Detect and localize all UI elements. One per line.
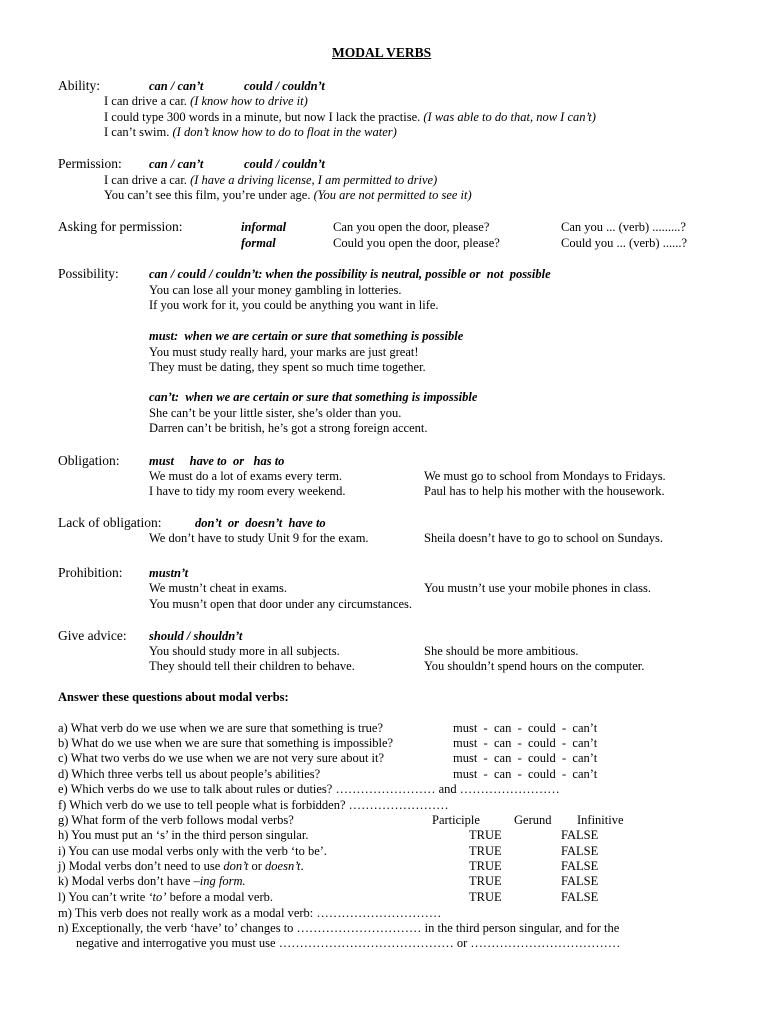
true-option: TRUE: [469, 859, 502, 873]
informal-example: Can you open the door, please?: [333, 220, 490, 234]
ability-example-1: [104, 94, 308, 109]
ability-forms-can: can / can’t: [149, 79, 204, 93]
obligation-label: Obligation:: [58, 453, 120, 468]
question-d-options: must - can - could - can’t: [453, 767, 598, 781]
lack-of-obligation-label: Lack of obligation:: [58, 515, 162, 530]
informal-label: informal: [241, 220, 287, 234]
false-option: FALSE: [561, 844, 599, 858]
question-text: j) Modal verbs don’t need to use: [58, 859, 224, 873]
advice-label: Give advice:: [58, 628, 127, 643]
true-option: TRUE: [469, 844, 502, 858]
lack-of-obligation-forms: don’t or doesn’t have to: [195, 516, 326, 530]
example-note: (I don’t know how to do to float in the water): [172, 125, 397, 139]
permission-forms-can: can / can’t: [149, 157, 204, 171]
question-j: [58, 859, 304, 874]
question-italic: –ing form.: [193, 874, 246, 888]
example-text: You can’t see this film, you’re under age.: [104, 188, 314, 202]
possibility-heading-certain: must: when we are certain or sure that something is possible: [149, 329, 464, 343]
false-option: FALSE: [561, 874, 599, 888]
asking-permission-label: Asking for permission:: [58, 219, 183, 234]
possibility-example: If you work for it, you could be anything you want in life.: [149, 298, 439, 312]
advice-forms: should / shouldn’t: [149, 629, 243, 643]
informal-pattern: Can you ... (verb) .........?: [561, 220, 686, 234]
option-gerund: Gerund: [514, 813, 552, 827]
question-text: before a modal verb.: [166, 890, 274, 904]
question-italic: ‘to’: [148, 890, 167, 904]
false-option: FALSE: [561, 890, 599, 904]
example-text: I can drive a car.: [104, 94, 191, 108]
advice-example: They should tell their children to behave.: [149, 659, 355, 673]
question-e: e) Which verbs do we use to talk about rules or duties? …………………… and ……………………: [58, 782, 560, 796]
permission-example-2: [104, 188, 472, 203]
permission-forms-could: could / couldn’t: [244, 157, 325, 171]
true-option: TRUE: [469, 890, 502, 904]
example-note: (I was able to do that, now I can’t): [423, 110, 596, 124]
ability-label: Ability:: [58, 78, 101, 93]
possibility-example: She can’t be your little sister, she’s older than you.: [149, 406, 402, 420]
question-text: k) Modal verbs don’t have: [58, 874, 194, 888]
true-option: TRUE: [469, 828, 502, 842]
question-f: f) Which verb do we use to tell people what is forbidden? ……………………: [58, 798, 449, 812]
question-c: c) What two verbs do we use when we are not very sure about it?: [58, 751, 385, 765]
formal-pattern: Could you ... (verb) ......?: [561, 236, 688, 250]
question-h: h) You must put an ‘s’ in the third person singular.: [58, 828, 309, 842]
lack-of-obligation-example: Sheila doesn’t have to go to school on Sundays.: [424, 531, 663, 545]
question-d: d) Which three verbs tell us about people’s abilities?: [58, 767, 321, 781]
ability-forms-could: could / couldn’t: [244, 79, 325, 93]
permission-label: Permission:: [58, 156, 122, 171]
possibility-label: Possibility:: [58, 266, 119, 281]
question-italic: don’t: [223, 859, 249, 873]
question-k: [58, 874, 246, 889]
false-option: FALSE: [561, 859, 599, 873]
possibility-example: You must study really hard, your marks are just great!: [149, 345, 419, 359]
lack-of-obligation-example: We don’t have to study Unit 9 for the exam.: [149, 531, 369, 545]
advice-example: You should study more in all subjects.: [149, 644, 340, 658]
question-b-options: must - can - could - can’t: [453, 736, 598, 750]
prohibition-label: Prohibition:: [58, 565, 123, 580]
question-a: a) What verb do we use when we are sure that something is true?: [58, 721, 384, 735]
prohibition-forms: mustn’t: [149, 566, 189, 580]
question-c-options: must - can - could - can’t: [453, 751, 598, 765]
advice-example: You shouldn’t spend hours on the computer.: [424, 659, 645, 673]
obligation-example: We must do a lot of exams every term.: [149, 469, 343, 483]
obligation-example: Paul has to help his mother with the housework.: [424, 484, 665, 498]
example-text: I could type 300 words in a minute, but now I lack the practise.: [104, 110, 424, 124]
possibility-heading-impossible: can’t: when we are certain or sure that something is impossible: [149, 390, 478, 404]
question-b: b) What do we use when we are sure that something is impossible?: [58, 736, 394, 750]
ability-example-3: [104, 125, 397, 140]
option-infinitive: Infinitive: [577, 813, 624, 827]
possibility-heading-neutral: can / could / couldn’t: when the possibility is neutral, possible or not possible: [149, 267, 551, 281]
question-text: or: [248, 859, 266, 873]
possibility-example: You can lose all your money gambling in lotteries.: [149, 283, 402, 297]
question-text: .: [300, 859, 304, 873]
questions-heading: Answer these questions about modal verbs:: [58, 690, 289, 704]
option-participle: Participle: [432, 813, 480, 827]
question-g: g) What form of the verb follows modal verbs?: [58, 813, 294, 827]
question-n-line-2: negative and interrogative you must use …………………………………… or ………………………………: [76, 936, 621, 950]
prohibition-example: You musn’t open that door under any circumstances.: [149, 597, 413, 611]
formal-example: Could you open the door, please?: [333, 236, 500, 250]
possibility-example: Darren can’t be british, he’s got a strong foreign accent.: [149, 421, 428, 435]
obligation-example: We must go to school from Mondays to Fridays.: [424, 469, 666, 483]
prohibition-example: We mustn’t cheat in exams.: [149, 581, 287, 595]
question-l: [58, 890, 273, 905]
advice-example: She should be more ambitious.: [424, 644, 579, 658]
question-n-line-1: n) Exceptionally, the verb ‘have’ to’ changes to ………………………… in the third person singular, and for the: [58, 921, 620, 935]
ability-example-2: [104, 110, 596, 125]
possibility-example: They must be dating, they spent so much time together.: [149, 360, 426, 374]
example-note: (I have a driving license, I am permitted to drive): [190, 173, 438, 187]
page-title: MODAL VERBS: [332, 45, 432, 60]
question-italic: doesn’t: [265, 859, 301, 873]
example-text: I can drive a car.: [104, 173, 191, 187]
obligation-forms: must have to or has to: [149, 454, 285, 468]
example-note: (You are not permitted to see it): [313, 188, 472, 202]
example-text: I can’t swim.: [104, 125, 173, 139]
true-option: TRUE: [469, 874, 502, 888]
question-m: m) This verb does not really work as a modal verb: …………………………: [58, 906, 442, 920]
prohibition-example: You mustn’t use your mobile phones in class.: [424, 581, 651, 595]
obligation-example: I have to tidy my room every weekend.: [149, 484, 346, 498]
question-text: l) You can’t write: [58, 890, 149, 904]
false-option: FALSE: [561, 828, 599, 842]
formal-label: formal: [241, 236, 276, 250]
question-a-options: must - can - could - can’t: [453, 721, 598, 735]
permission-example-1: [104, 173, 437, 188]
question-i: i) You can use modal verbs only with the verb ‘to be’.: [58, 844, 328, 858]
example-note: (I know how to drive it): [190, 94, 308, 108]
